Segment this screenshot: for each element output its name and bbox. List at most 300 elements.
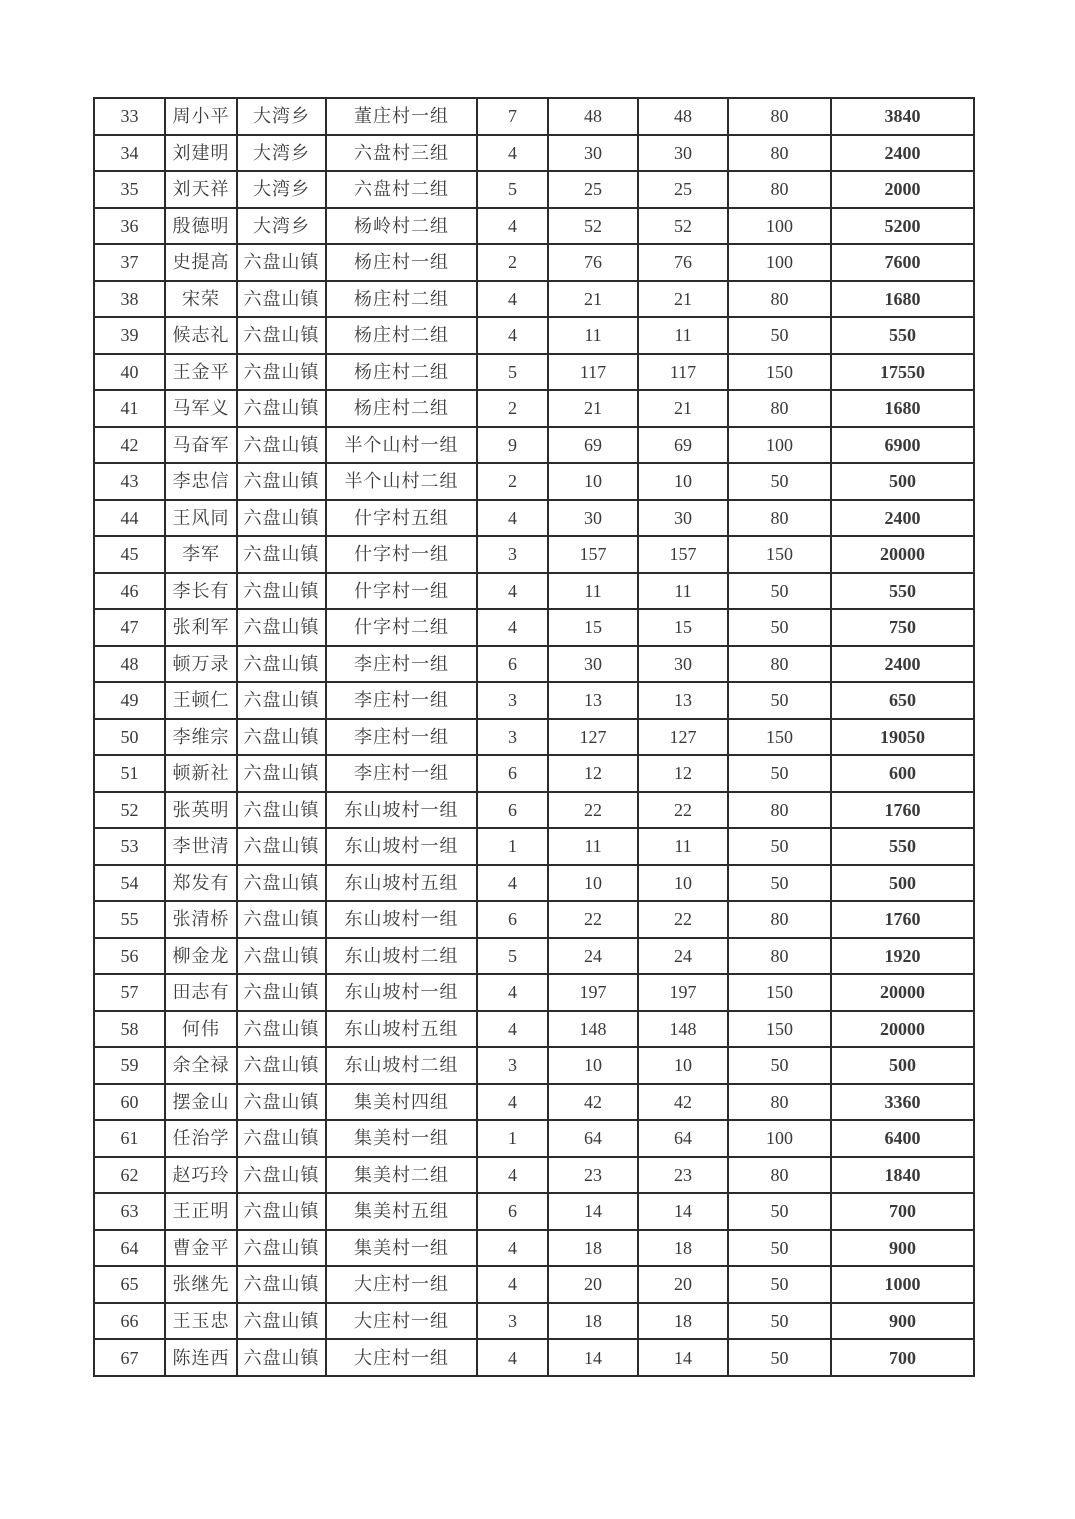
cell-count-b: 42 [548, 1084, 638, 1121]
cell-count-b: 14 [548, 1339, 638, 1376]
cell-person-name: 史提高 [165, 244, 237, 281]
cell-count-b: 13 [548, 682, 638, 719]
cell-count-a: 4 [477, 281, 548, 318]
cell-count-c: 11 [638, 573, 728, 610]
cell-row-number: 47 [94, 609, 165, 646]
cell-person-name: 王顿仁 [165, 682, 237, 719]
cell-person-name: 宋荣 [165, 281, 237, 318]
table-row [94, 1339, 974, 1376]
cell-person-name: 王金平 [165, 354, 237, 391]
cell-count-a: 4 [477, 609, 548, 646]
cell-rate: 100 [728, 208, 831, 245]
cell-amount: 700 [831, 1339, 974, 1376]
cell-row-number: 65 [94, 1266, 165, 1303]
cell-count-b: 30 [548, 646, 638, 683]
cell-count-c: 127 [638, 719, 728, 756]
cell-row-number: 56 [94, 938, 165, 975]
cell-township: 六盘山镇 [237, 500, 326, 537]
cell-rate: 50 [728, 573, 831, 610]
cell-township: 六盘山镇 [237, 1230, 326, 1267]
cell-count-a: 2 [477, 244, 548, 281]
cell-count-c: 10 [638, 463, 728, 500]
cell-count-a: 4 [477, 1157, 548, 1194]
table-row [94, 828, 974, 865]
cell-rate: 80 [728, 646, 831, 683]
cell-count-c: 10 [638, 865, 728, 902]
table-row [94, 938, 974, 975]
table-row [94, 1120, 974, 1157]
cell-village-group: 东山坡村一组 [326, 901, 477, 938]
cell-amount: 1760 [831, 792, 974, 829]
cell-count-b: 22 [548, 901, 638, 938]
cell-village-group: 大庄村一组 [326, 1266, 477, 1303]
cell-village-group: 董庄村一组 [326, 98, 477, 135]
cell-township: 六盘山镇 [237, 938, 326, 975]
cell-amount: 700 [831, 1193, 974, 1230]
table-row [94, 98, 974, 135]
cell-row-number: 44 [94, 500, 165, 537]
cell-person-name: 马军义 [165, 390, 237, 427]
cell-amount: 2400 [831, 135, 974, 172]
table-row [94, 1084, 974, 1121]
cell-count-a: 4 [477, 1011, 548, 1048]
cell-count-a: 1 [477, 828, 548, 865]
cell-amount: 2400 [831, 646, 974, 683]
cell-row-number: 33 [94, 98, 165, 135]
cell-count-b: 10 [548, 1047, 638, 1084]
cell-person-name: 顿万录 [165, 646, 237, 683]
cell-count-a: 2 [477, 463, 548, 500]
cell-count-b: 157 [548, 536, 638, 573]
cell-count-b: 69 [548, 427, 638, 464]
cell-row-number: 39 [94, 317, 165, 354]
cell-rate: 100 [728, 1120, 831, 1157]
cell-township: 六盘山镇 [237, 646, 326, 683]
cell-person-name: 李忠信 [165, 463, 237, 500]
cell-person-name: 张利军 [165, 609, 237, 646]
cell-count-a: 4 [477, 135, 548, 172]
cell-row-number: 62 [94, 1157, 165, 1194]
cell-amount: 500 [831, 463, 974, 500]
cell-rate: 80 [728, 1157, 831, 1194]
cell-row-number: 61 [94, 1120, 165, 1157]
cell-person-name: 周小平 [165, 98, 237, 135]
cell-count-a: 3 [477, 1047, 548, 1084]
cell-count-b: 15 [548, 609, 638, 646]
cell-count-a: 4 [477, 1230, 548, 1267]
cell-village-group: 东山坡村一组 [326, 792, 477, 829]
cell-rate: 150 [728, 974, 831, 1011]
table-row [94, 682, 974, 719]
cell-row-number: 45 [94, 536, 165, 573]
table-row [94, 792, 974, 829]
cell-count-b: 64 [548, 1120, 638, 1157]
cell-person-name: 顿新社 [165, 755, 237, 792]
table-row [94, 536, 974, 573]
cell-village-group: 李庄村一组 [326, 755, 477, 792]
cell-rate: 50 [728, 463, 831, 500]
cell-count-a: 6 [477, 646, 548, 683]
cell-row-number: 42 [94, 427, 165, 464]
cell-person-name: 柳金龙 [165, 938, 237, 975]
cell-township: 六盘山镇 [237, 828, 326, 865]
cell-rate: 50 [728, 755, 831, 792]
cell-amount: 550 [831, 573, 974, 610]
cell-village-group: 大庄村一组 [326, 1303, 477, 1340]
table-row [94, 865, 974, 902]
cell-township: 六盘山镇 [237, 317, 326, 354]
cell-person-name: 王正明 [165, 1193, 237, 1230]
cell-amount: 550 [831, 317, 974, 354]
cell-count-c: 76 [638, 244, 728, 281]
cell-count-b: 14 [548, 1193, 638, 1230]
cell-count-c: 52 [638, 208, 728, 245]
cell-rate: 50 [728, 828, 831, 865]
table-row [94, 500, 974, 537]
cell-count-a: 4 [477, 974, 548, 1011]
table-row [94, 463, 974, 500]
cell-township: 六盘山镇 [237, 901, 326, 938]
cell-rate: 50 [728, 1193, 831, 1230]
cell-village-group: 东山坡村五组 [326, 865, 477, 902]
cell-township: 六盘山镇 [237, 1339, 326, 1376]
cell-township: 六盘山镇 [237, 1303, 326, 1340]
cell-township: 六盘山镇 [237, 244, 326, 281]
cell-row-number: 37 [94, 244, 165, 281]
cell-count-c: 11 [638, 317, 728, 354]
cell-row-number: 36 [94, 208, 165, 245]
cell-village-group: 集美村一组 [326, 1230, 477, 1267]
cell-row-number: 41 [94, 390, 165, 427]
cell-count-b: 30 [548, 500, 638, 537]
cell-township: 六盘山镇 [237, 719, 326, 756]
cell-township: 六盘山镇 [237, 1011, 326, 1048]
cell-count-c: 69 [638, 427, 728, 464]
cell-village-group: 集美村一组 [326, 1120, 477, 1157]
cell-township: 六盘山镇 [237, 573, 326, 610]
cell-amount: 1000 [831, 1266, 974, 1303]
cell-count-a: 3 [477, 536, 548, 573]
cell-count-b: 10 [548, 463, 638, 500]
cell-township: 六盘山镇 [237, 1157, 326, 1194]
table-row [94, 317, 974, 354]
cell-count-c: 22 [638, 901, 728, 938]
cell-count-c: 30 [638, 500, 728, 537]
cell-person-name: 李长有 [165, 573, 237, 610]
cell-amount: 17550 [831, 354, 974, 391]
cell-township: 六盘山镇 [237, 354, 326, 391]
cell-count-a: 5 [477, 171, 548, 208]
cell-count-b: 10 [548, 865, 638, 902]
cell-count-b: 127 [548, 719, 638, 756]
cell-amount: 6900 [831, 427, 974, 464]
table-row [94, 171, 974, 208]
cell-amount: 20000 [831, 1011, 974, 1048]
cell-count-c: 64 [638, 1120, 728, 1157]
cell-village-group: 什字村二组 [326, 609, 477, 646]
cell-township: 大湾乡 [237, 208, 326, 245]
cell-village-group: 半个山村二组 [326, 463, 477, 500]
records-table [93, 97, 975, 1377]
cell-count-c: 30 [638, 135, 728, 172]
cell-village-group: 杨庄村一组 [326, 244, 477, 281]
cell-rate: 50 [728, 609, 831, 646]
cell-count-c: 30 [638, 646, 728, 683]
cell-count-b: 11 [548, 573, 638, 610]
cell-row-number: 52 [94, 792, 165, 829]
cell-row-number: 57 [94, 974, 165, 1011]
cell-count-c: 15 [638, 609, 728, 646]
cell-village-group: 集美村二组 [326, 1157, 477, 1194]
table-row [94, 1303, 974, 1340]
cell-count-b: 20 [548, 1266, 638, 1303]
cell-amount: 750 [831, 609, 974, 646]
cell-count-b: 48 [548, 98, 638, 135]
cell-count-c: 13 [638, 682, 728, 719]
cell-count-a: 6 [477, 1193, 548, 1230]
cell-person-name: 刘天祥 [165, 171, 237, 208]
cell-count-a: 5 [477, 354, 548, 391]
cell-village-group: 杨岭村二组 [326, 208, 477, 245]
cell-person-name: 余全禄 [165, 1047, 237, 1084]
cell-count-b: 12 [548, 755, 638, 792]
cell-count-c: 14 [638, 1193, 728, 1230]
cell-rate: 80 [728, 938, 831, 975]
cell-count-b: 117 [548, 354, 638, 391]
cell-count-a: 9 [477, 427, 548, 464]
cell-village-group: 东山坡村五组 [326, 1011, 477, 1048]
cell-rate: 80 [728, 171, 831, 208]
cell-rate: 50 [728, 1266, 831, 1303]
cell-village-group: 东山坡村二组 [326, 1047, 477, 1084]
cell-amount: 5200 [831, 208, 974, 245]
cell-township: 六盘山镇 [237, 536, 326, 573]
cell-row-number: 67 [94, 1339, 165, 1376]
cell-count-c: 11 [638, 828, 728, 865]
cell-person-name: 任治学 [165, 1120, 237, 1157]
cell-rate: 50 [728, 1047, 831, 1084]
cell-count-a: 4 [477, 1084, 548, 1121]
cell-row-number: 50 [94, 719, 165, 756]
cell-village-group: 半个山村一组 [326, 427, 477, 464]
cell-village-group: 大庄村一组 [326, 1339, 477, 1376]
cell-village-group: 东山坡村二组 [326, 938, 477, 975]
cell-row-number: 54 [94, 865, 165, 902]
cell-row-number: 66 [94, 1303, 165, 1340]
cell-rate: 80 [728, 1084, 831, 1121]
cell-count-c: 148 [638, 1011, 728, 1048]
cell-row-number: 53 [94, 828, 165, 865]
table-row [94, 390, 974, 427]
cell-rate: 80 [728, 500, 831, 537]
cell-count-c: 20 [638, 1266, 728, 1303]
cell-count-b: 148 [548, 1011, 638, 1048]
cell-amount: 600 [831, 755, 974, 792]
cell-person-name: 殷德明 [165, 208, 237, 245]
cell-row-number: 59 [94, 1047, 165, 1084]
cell-person-name: 张继先 [165, 1266, 237, 1303]
cell-person-name: 王玉忠 [165, 1303, 237, 1340]
cell-village-group: 什字村五组 [326, 500, 477, 537]
cell-rate: 100 [728, 427, 831, 464]
cell-village-group: 什字村一组 [326, 573, 477, 610]
cell-count-a: 6 [477, 901, 548, 938]
cell-rate: 50 [728, 317, 831, 354]
cell-person-name: 刘建明 [165, 135, 237, 172]
cell-amount: 20000 [831, 974, 974, 1011]
cell-count-a: 2 [477, 390, 548, 427]
cell-count-b: 22 [548, 792, 638, 829]
cell-village-group: 六盘村二组 [326, 171, 477, 208]
cell-amount: 1760 [831, 901, 974, 938]
cell-rate: 80 [728, 901, 831, 938]
records-table-body [94, 98, 974, 1376]
table-row [94, 573, 974, 610]
table-row [94, 427, 974, 464]
cell-person-name: 曹金平 [165, 1230, 237, 1267]
cell-rate: 80 [728, 135, 831, 172]
cell-village-group: 东山坡村一组 [326, 828, 477, 865]
cell-amount: 550 [831, 828, 974, 865]
cell-count-c: 21 [638, 390, 728, 427]
cell-row-number: 38 [94, 281, 165, 318]
cell-count-a: 3 [477, 719, 548, 756]
cell-amount: 3360 [831, 1084, 974, 1121]
cell-township: 六盘山镇 [237, 390, 326, 427]
cell-person-name: 陈连西 [165, 1339, 237, 1376]
cell-village-group: 杨庄村二组 [326, 390, 477, 427]
cell-rate: 50 [728, 1230, 831, 1267]
cell-count-b: 18 [548, 1303, 638, 1340]
cell-count-c: 12 [638, 755, 728, 792]
cell-count-b: 76 [548, 244, 638, 281]
cell-count-b: 11 [548, 317, 638, 354]
cell-rate: 50 [728, 1303, 831, 1340]
cell-person-name: 李军 [165, 536, 237, 573]
table-row [94, 208, 974, 245]
table-row [94, 1266, 974, 1303]
cell-count-a: 4 [477, 317, 548, 354]
cell-amount: 1840 [831, 1157, 974, 1194]
cell-rate: 50 [728, 1339, 831, 1376]
cell-row-number: 64 [94, 1230, 165, 1267]
cell-rate: 80 [728, 281, 831, 318]
cell-person-name: 王风同 [165, 500, 237, 537]
cell-count-b: 23 [548, 1157, 638, 1194]
cell-amount: 900 [831, 1303, 974, 1340]
cell-village-group: 东山坡村一组 [326, 974, 477, 1011]
table-row [94, 609, 974, 646]
cell-count-a: 6 [477, 792, 548, 829]
cell-township: 六盘山镇 [237, 755, 326, 792]
table-row [94, 135, 974, 172]
cell-person-name: 赵巧玲 [165, 1157, 237, 1194]
cell-person-name: 李维宗 [165, 719, 237, 756]
cell-village-group: 六盘村三组 [326, 135, 477, 172]
table-row [94, 1047, 974, 1084]
cell-amount: 2400 [831, 500, 974, 537]
table-row [94, 1193, 974, 1230]
cell-count-a: 4 [477, 208, 548, 245]
cell-rate: 80 [728, 792, 831, 829]
cell-township: 大湾乡 [237, 98, 326, 135]
cell-person-name: 李世清 [165, 828, 237, 865]
cell-count-c: 25 [638, 171, 728, 208]
cell-rate: 80 [728, 390, 831, 427]
cell-person-name: 张清桥 [165, 901, 237, 938]
cell-count-a: 6 [477, 755, 548, 792]
cell-count-a: 4 [477, 865, 548, 902]
cell-amount: 500 [831, 1047, 974, 1084]
cell-count-a: 1 [477, 1120, 548, 1157]
cell-amount: 650 [831, 682, 974, 719]
cell-township: 大湾乡 [237, 171, 326, 208]
cell-township: 六盘山镇 [237, 1266, 326, 1303]
cell-count-c: 18 [638, 1303, 728, 1340]
cell-count-b: 197 [548, 974, 638, 1011]
table-row [94, 281, 974, 318]
cell-count-a: 4 [477, 573, 548, 610]
cell-amount: 1680 [831, 390, 974, 427]
cell-count-b: 11 [548, 828, 638, 865]
cell-count-c: 24 [638, 938, 728, 975]
cell-township: 六盘山镇 [237, 427, 326, 464]
cell-count-b: 52 [548, 208, 638, 245]
cell-count-a: 4 [477, 1266, 548, 1303]
cell-count-a: 3 [477, 1303, 548, 1340]
cell-amount: 900 [831, 1230, 974, 1267]
cell-row-number: 63 [94, 1193, 165, 1230]
cell-count-b: 25 [548, 171, 638, 208]
cell-count-c: 117 [638, 354, 728, 391]
cell-township: 六盘山镇 [237, 609, 326, 646]
cell-count-c: 157 [638, 536, 728, 573]
cell-amount: 1920 [831, 938, 974, 975]
cell-row-number: 51 [94, 755, 165, 792]
cell-rate: 150 [728, 719, 831, 756]
table-row [94, 974, 974, 1011]
cell-rate: 150 [728, 354, 831, 391]
table-row [94, 244, 974, 281]
cell-row-number: 58 [94, 1011, 165, 1048]
cell-count-b: 30 [548, 135, 638, 172]
cell-township: 大湾乡 [237, 135, 326, 172]
cell-person-name: 候志礼 [165, 317, 237, 354]
cell-township: 六盘山镇 [237, 1193, 326, 1230]
cell-row-number: 35 [94, 171, 165, 208]
cell-village-group: 杨庄村二组 [326, 281, 477, 318]
cell-village-group: 李庄村一组 [326, 682, 477, 719]
table-row [94, 719, 974, 756]
cell-person-name: 张英明 [165, 792, 237, 829]
table-row [94, 1157, 974, 1194]
cell-rate: 50 [728, 682, 831, 719]
cell-amount: 3840 [831, 98, 974, 135]
cell-township: 六盘山镇 [237, 463, 326, 500]
cell-village-group: 李庄村一组 [326, 719, 477, 756]
cell-count-c: 22 [638, 792, 728, 829]
cell-rate: 150 [728, 1011, 831, 1048]
cell-township: 六盘山镇 [237, 1084, 326, 1121]
cell-township: 六盘山镇 [237, 1047, 326, 1084]
table-row [94, 1011, 974, 1048]
table-row [94, 1230, 974, 1267]
cell-count-b: 18 [548, 1230, 638, 1267]
cell-rate: 80 [728, 98, 831, 135]
cell-row-number: 40 [94, 354, 165, 391]
cell-village-group: 李庄村一组 [326, 646, 477, 683]
cell-count-c: 10 [638, 1047, 728, 1084]
